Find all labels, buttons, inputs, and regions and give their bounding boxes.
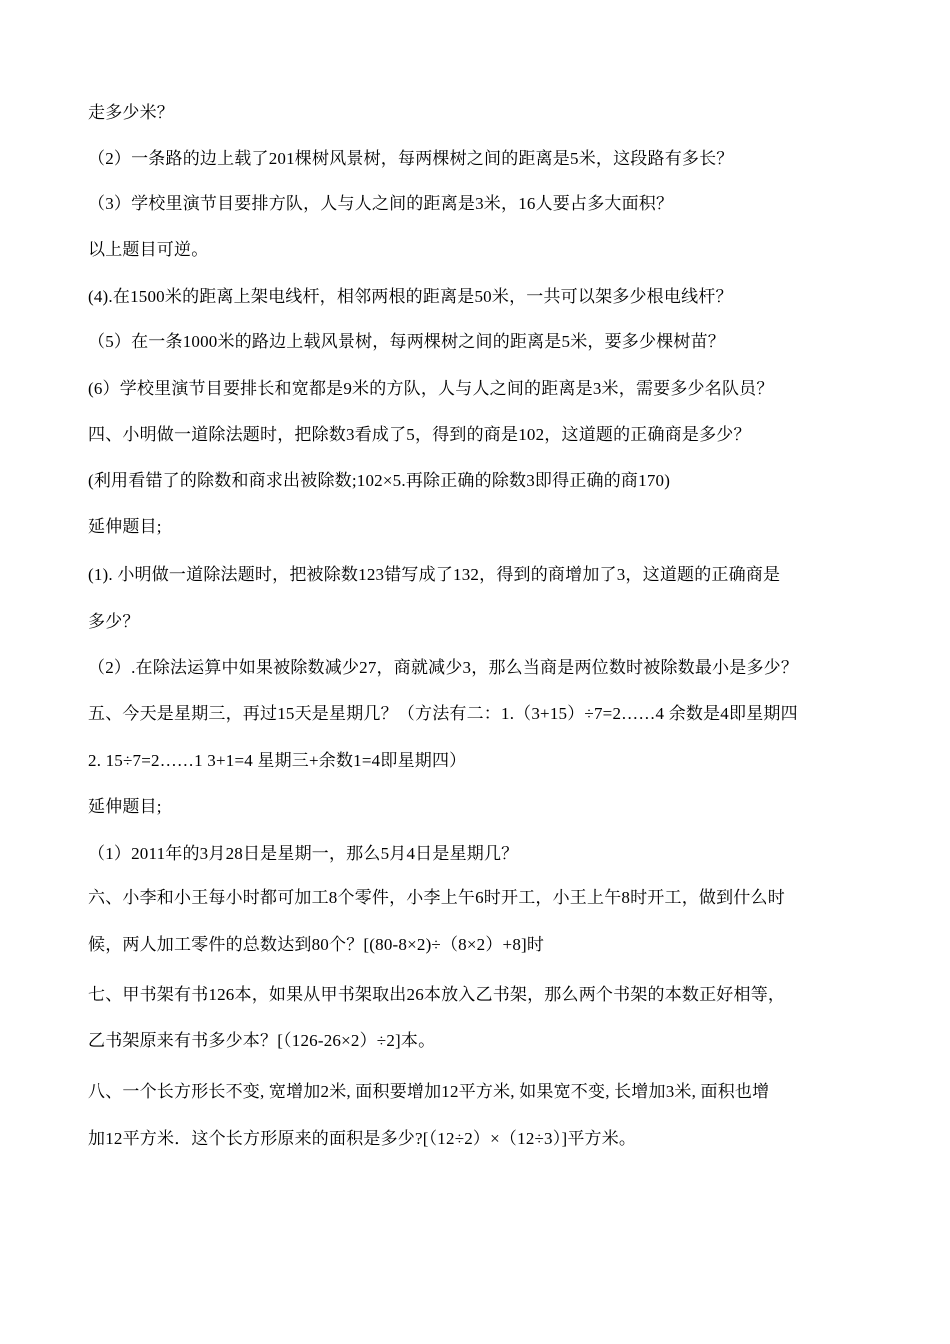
- text-line: 五、今天是星期三，再过15天是星期几？（方法有二：1.（3+15）÷7=2……4 余数是4即星期四: [88, 704, 798, 723]
- text-line: （2）.在除法运算中如果被除数减少27，商就减少3，那么当商是两位数时被除数最小是多少？: [88, 658, 799, 677]
- text-line: 2. 15÷7=2……1 3+1=4 星期三+余数1=4即星期四）: [88, 751, 467, 770]
- text-line: 六、小李和小王每小时都可加工8个零件，小李上午6时开工，小王上午8时开工，做到什么时: [88, 888, 785, 907]
- text-line: 加12平方米．这个长方形原来的面积是多少?[（12÷2）×（12÷3）]平方米。: [88, 1129, 637, 1148]
- text-line: 四、小明做一道除法题时，把除数3看成了5，得到的商是102，这道题的正确商是多少？: [88, 425, 751, 444]
- text-line: 七、甲书架有书126本，如果从甲书架取出26本放入乙书架，那么两个书架的本数正好相等，: [88, 985, 786, 1004]
- text-line: 以上题目可逆。: [88, 240, 209, 259]
- text-line: 乙书架原来有书多少本？[（126-26×2）÷2]本。: [88, 1031, 436, 1050]
- text-line: 延伸题目;: [88, 797, 162, 816]
- text-line: 候，两人加工零件的总数达到80个？[(80-8×2)÷（8×2）+8]时: [88, 935, 545, 954]
- text-line: （3）学校里演节目要排方队，人与人之间的距离是3米，16人要占多大面积？: [88, 194, 674, 213]
- text-line: (利用看错了的除数和商求出被除数;102×5.再除正确的除数3即得正确的商170): [88, 471, 671, 490]
- text-line: 八、一个长方形长不变, 宽增加2米, 面积要增加12平方米, 如果宽不变, 长增加3米, 面积也增: [88, 1082, 770, 1101]
- text-line: （2）一条路的边上载了201棵树风景树，每两棵树之间的距离是5米，这段路有多长？: [88, 149, 734, 168]
- text-line: (6）学校里演节目要排长和宽都是9米的方队，人与人之间的距离是3米，需要多少名队员？: [88, 379, 774, 398]
- text-line: (1). 小明做一道除法题时，把被除数123错写成了132，得到的商增加了3，这道题的正确商是: [88, 565, 781, 584]
- text-line: 多少？: [88, 612, 140, 631]
- text-line: （1）2011年的3月28日是星期一，那么5月4日是星期几？: [88, 844, 519, 863]
- text-line: 延伸题目;: [88, 517, 162, 536]
- text-line: （5）在一条1000米的路边上载风景树，每两棵树之间的距离是5米，要多少棵树苗？: [88, 332, 725, 351]
- text-line: (4).在1500米的距离上架电线杆，相邻两根的距离是50米，一共可以架多少根电线杆？: [88, 287, 733, 306]
- text-line: 走多少米？: [88, 103, 174, 122]
